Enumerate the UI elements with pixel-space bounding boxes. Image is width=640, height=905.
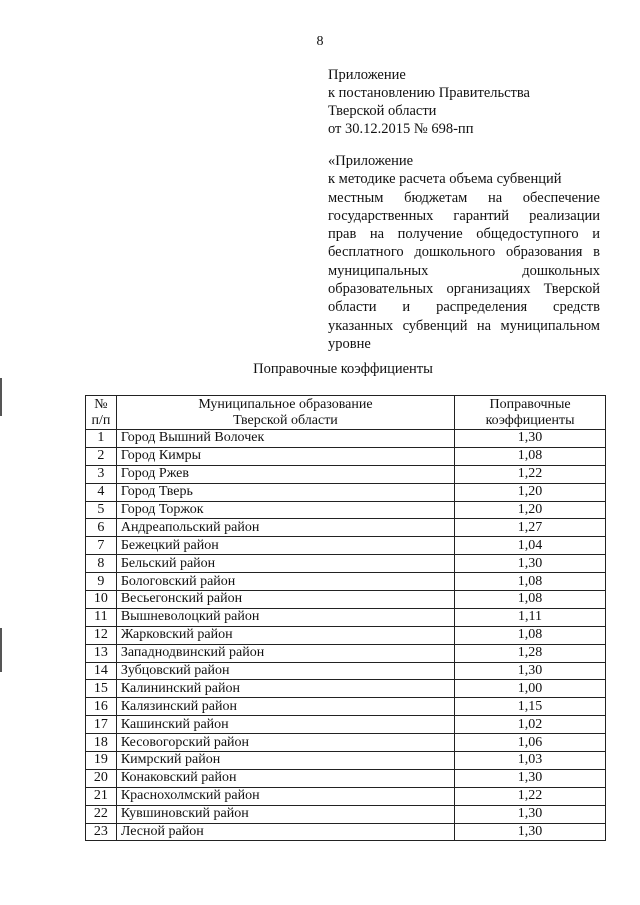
row-number-cell: 15 (86, 680, 117, 698)
row-coefficient-cell: 1,08 (455, 573, 606, 591)
row-municipality-cell: Кесовогорский район (116, 734, 454, 752)
row-coefficient-cell: 1,02 (455, 716, 606, 734)
row-municipality-cell: Город Кимры (116, 447, 454, 465)
row-number-cell: 10 (86, 591, 117, 609)
method-line: указанных субвенций на муниципальном (328, 317, 600, 334)
header-municipality-line1: Муниципальное образование (198, 396, 373, 412)
row-coefficient-cell: 1,03 (455, 752, 606, 770)
row-municipality-cell: Бологовский район (116, 573, 454, 591)
row-municipality-cell: Город Вышний Волочек (116, 430, 454, 448)
table-row (86, 501, 606, 519)
method-appendix-header (328, 152, 600, 353)
table-row (86, 591, 606, 609)
table-row (86, 626, 606, 644)
table-row (86, 716, 606, 734)
header-number-line2: п/п (91, 412, 111, 428)
header-coefficient (455, 396, 606, 430)
table-row (86, 698, 606, 716)
table-row (86, 430, 606, 448)
appendix-line: Тверской области (328, 103, 437, 119)
row-number-cell: 11 (86, 608, 117, 626)
page-number: 8 (316, 34, 324, 49)
row-coefficient-cell: 1,30 (455, 430, 606, 448)
header-number-line1: № (94, 396, 108, 412)
table-row (86, 769, 606, 787)
table-row (86, 805, 606, 823)
row-number-cell: 19 (86, 752, 117, 770)
row-number-cell: 23 (86, 823, 117, 841)
row-number-cell: 13 (86, 644, 117, 662)
row-municipality-cell: Западнодвинский район (116, 644, 454, 662)
row-coefficient-cell: 1,20 (455, 501, 606, 519)
row-municipality-cell: Калязинский район (116, 698, 454, 716)
table-body (86, 430, 606, 841)
row-number-cell: 7 (86, 537, 117, 555)
row-municipality-cell: Весьегонский район (116, 591, 454, 609)
table-row (86, 555, 606, 573)
table-row (86, 823, 606, 841)
method-line: местным бюджетам на обеспечение (328, 189, 600, 206)
row-number-cell: 2 (86, 447, 117, 465)
row-coefficient-cell: 1,20 (455, 483, 606, 501)
row-municipality-cell: Калининский район (116, 680, 454, 698)
row-coefficient-cell: 1,22 (455, 465, 606, 483)
row-number-cell: 14 (86, 662, 117, 680)
row-coefficient-cell: 1,30 (455, 805, 606, 823)
row-municipality-cell: Кувшиновский район (116, 805, 454, 823)
row-number-cell: 9 (86, 573, 117, 591)
row-number-cell: 5 (86, 501, 117, 519)
method-line: к методике расчета объема субвенций (328, 171, 562, 188)
row-municipality-cell: Конаковский район (116, 769, 454, 787)
table-row (86, 752, 606, 770)
row-number-cell: 8 (86, 555, 117, 573)
row-coefficient-cell: 1,30 (455, 823, 606, 841)
row-municipality-cell: Вышневолоцкий район (116, 608, 454, 626)
header-number (86, 396, 117, 430)
row-municipality-cell: Город Ржев (116, 465, 454, 483)
table-header-row (86, 396, 606, 430)
row-coefficient-cell: 1,11 (455, 608, 606, 626)
row-coefficient-cell: 1,15 (455, 698, 606, 716)
header-coefficient-line1: Поправочные (489, 396, 571, 412)
header-municipality (116, 396, 454, 430)
row-municipality-cell: Бежецкий район (116, 537, 454, 555)
row-coefficient-cell: 1,08 (455, 447, 606, 465)
row-number-cell: 6 (86, 519, 117, 537)
table-row (86, 662, 606, 680)
row-municipality-cell: Кашинский район (116, 716, 454, 734)
table-row (86, 734, 606, 752)
row-coefficient-cell: 1,30 (455, 662, 606, 680)
appendix-line: Приложение (328, 67, 406, 83)
table-row (86, 465, 606, 483)
method-line: «Приложение (328, 153, 414, 169)
row-municipality-cell: Зубцовский район (116, 662, 454, 680)
row-number-cell: 3 (86, 465, 117, 483)
row-number-cell: 12 (86, 626, 117, 644)
row-number-cell: 1 (86, 430, 117, 448)
table-row (86, 537, 606, 555)
row-number-cell: 22 (86, 805, 117, 823)
header-municipality-line2: Тверской области (233, 412, 338, 428)
row-coefficient-cell: 1,08 (455, 591, 606, 609)
method-line: муниципальных дошкольных (328, 262, 600, 279)
table-row (86, 680, 606, 698)
row-coefficient-cell: 1,06 (455, 734, 606, 752)
method-line: государственных гарантий реализации (328, 207, 600, 224)
table-row (86, 447, 606, 465)
appendix-header (328, 66, 600, 138)
row-municipality-cell: Андреапольский район (116, 519, 454, 537)
row-number-cell: 21 (86, 787, 117, 805)
row-coefficient-cell: 1,00 (455, 680, 606, 698)
row-number-cell: 4 (86, 483, 117, 501)
scan-margin-mark-top (0, 378, 2, 416)
row-coefficient-cell: 1,30 (455, 769, 606, 787)
scan-margin-mark-bottom (0, 628, 2, 672)
row-coefficient-cell: 1,30 (455, 555, 606, 573)
row-municipality-cell: Лесной район (116, 823, 454, 841)
appendix-line: от 30.12.2015 № 698-пп (328, 121, 474, 137)
row-coefficient-cell: 1,27 (455, 519, 606, 537)
row-number-cell: 18 (86, 734, 117, 752)
row-coefficient-cell: 1,08 (455, 626, 606, 644)
method-line: уровне (328, 335, 371, 352)
row-municipality-cell: Бельский район (116, 555, 454, 573)
method-line: области и распределения средств (328, 299, 600, 316)
row-municipality-cell: Жарковский район (116, 626, 454, 644)
row-municipality-cell: Город Тверь (116, 483, 454, 501)
row-number-cell: 17 (86, 716, 117, 734)
row-municipality-cell: Краснохолмский район (116, 787, 454, 805)
table-title: Поправочные коэффициенты (253, 361, 433, 377)
row-number-cell: 16 (86, 698, 117, 716)
appendix-line: к постановлению Правительства (328, 85, 530, 101)
header-coefficient-line2: коэффициенты (485, 412, 575, 428)
method-line: образовательных организациях Тверской (328, 281, 600, 298)
row-coefficient-cell: 1,28 (455, 644, 606, 662)
row-number-cell: 20 (86, 769, 117, 787)
row-coefficient-cell: 1,22 (455, 787, 606, 805)
row-coefficient-cell: 1,04 (455, 537, 606, 555)
table-row (86, 519, 606, 537)
coefficients-table (85, 395, 606, 841)
table-row (86, 573, 606, 591)
method-line: прав на получение общедоступного и (328, 226, 600, 243)
table-row (86, 483, 606, 501)
table-row (86, 608, 606, 626)
row-municipality-cell: Кимрский район (116, 752, 454, 770)
row-municipality-cell: Город Торжок (116, 501, 454, 519)
table-row (86, 787, 606, 805)
table-row (86, 644, 606, 662)
method-line: бесплатного дошкольного образования в (328, 244, 600, 261)
